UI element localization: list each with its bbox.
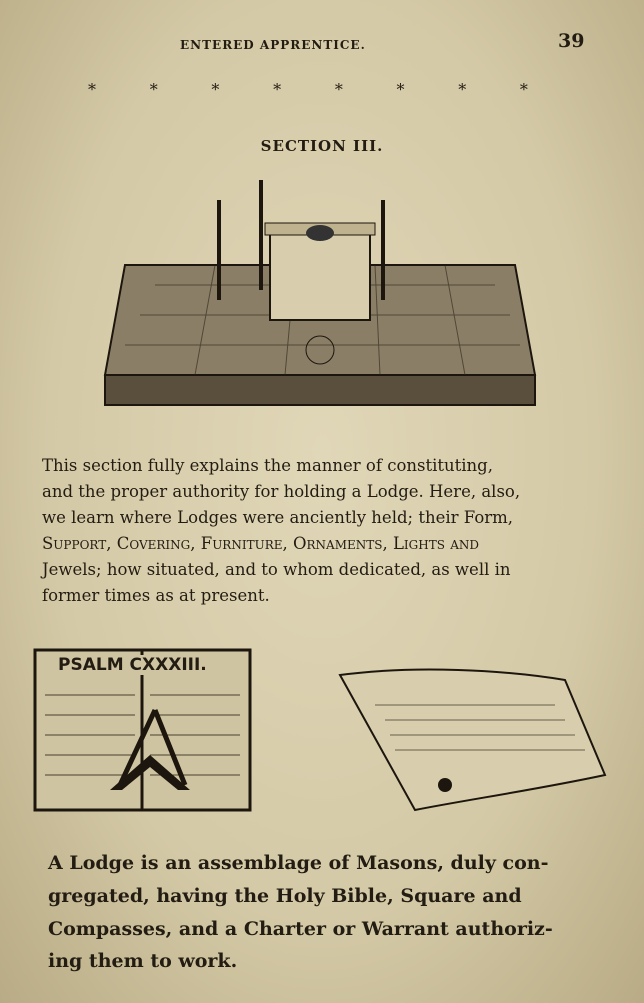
paragraph-line: Support, Covering, Furniture, Ornaments, Lights and — [42, 534, 479, 553]
paragraph-line: and the proper authority for holding a Lodge. Here, also, — [42, 482, 521, 501]
running-header: ENTERED APPRENTICE. — [180, 38, 366, 52]
paragraph-line: we learn where Lodges were anciently held; their Form, — [42, 508, 514, 527]
ornament-row: * * * * * * * * — [88, 80, 528, 99]
paragraph-line: Jewels; how situated, and to whom dedicated, as well in — [42, 560, 511, 579]
open-bible-illustration — [30, 645, 255, 820]
paragraph-line: This section fully explains the manner of constituting, — [42, 456, 493, 475]
charter-scroll-illustration — [335, 665, 610, 815]
paragraph-line: gregated, having the Holy Bible, Square and — [48, 885, 522, 907]
lodge-floor-illustration — [95, 175, 545, 435]
paragraph-line: A Lodge is an assemblage of Masons, duly con- — [48, 852, 549, 874]
page-number: 39 — [558, 30, 585, 52]
paragraph-line: former times as at present. — [42, 586, 270, 605]
section-title: SECTION III. — [260, 137, 384, 155]
paragraph-line: Compasses, and a Charter or Warrant authoriz- — [48, 918, 553, 940]
bible-caption: PSALM CXXXIII. — [58, 655, 207, 675]
paragraph-line: ing them to work. — [48, 950, 238, 972]
